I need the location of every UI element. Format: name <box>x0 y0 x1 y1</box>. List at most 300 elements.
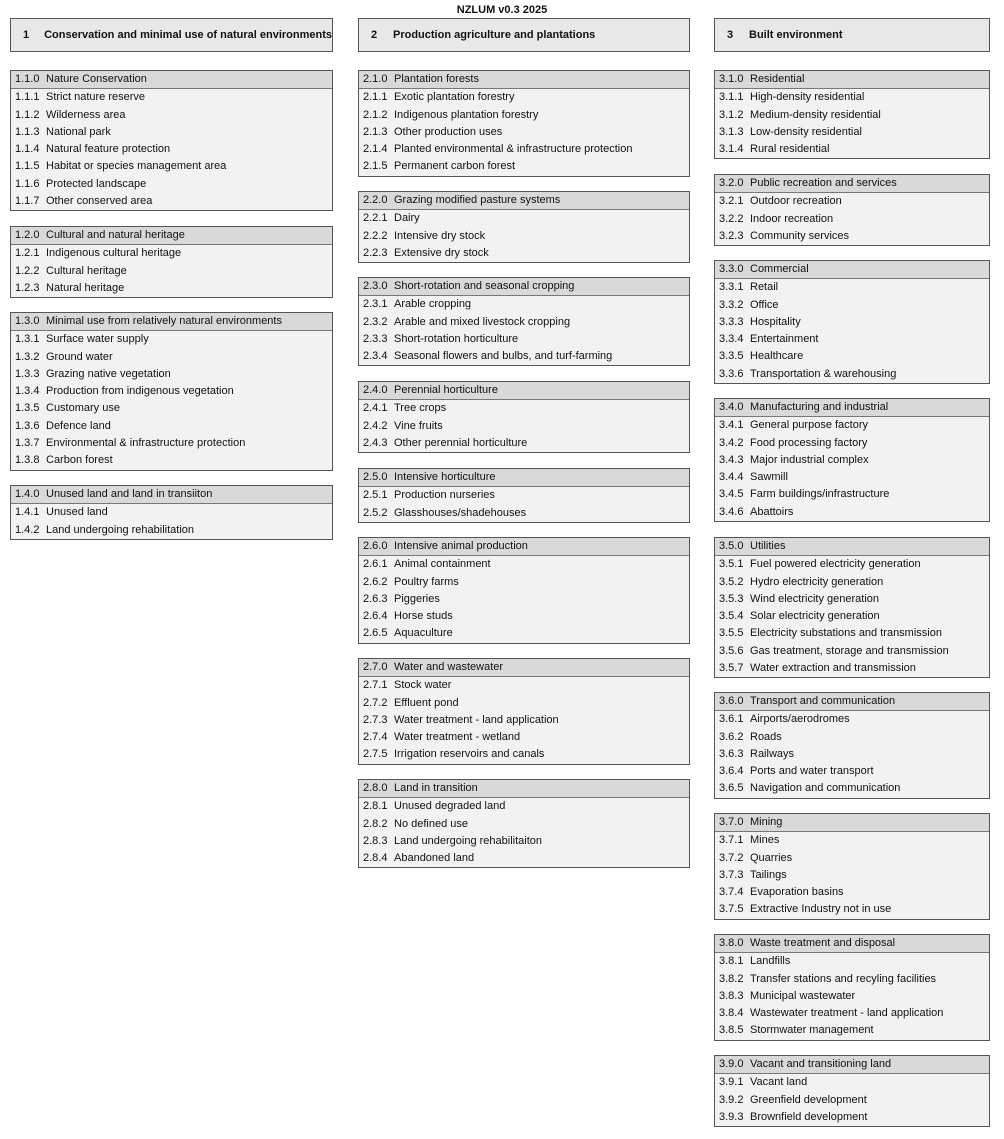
label: Outdoor recreation <box>750 195 842 208</box>
label: Evaporation basins <box>750 886 844 899</box>
label: Other conserved area <box>46 195 153 208</box>
label: No defined use <box>394 817 468 830</box>
list-item <box>11 263 332 280</box>
list-item <box>359 695 689 712</box>
label: Sawmill <box>750 471 788 484</box>
list-item <box>715 867 989 884</box>
list-item <box>715 711 989 728</box>
list-item <box>715 971 989 988</box>
label: Land in transition <box>394 782 478 794</box>
code: 1.2.2 <box>15 264 40 277</box>
code: 2.1.0 <box>363 73 388 85</box>
category-group <box>358 658 690 765</box>
label: Transportation & warehousing <box>750 367 897 380</box>
code: 3.6.5 <box>719 782 744 795</box>
code: 2.4.2 <box>363 419 388 432</box>
label: Manufacturing and industrial <box>750 401 889 413</box>
label: Unused land and land in transiiton <box>46 488 213 500</box>
list-item <box>359 816 689 833</box>
category-group <box>10 70 333 211</box>
list-item <box>715 591 989 608</box>
code: 2.3.0 <box>363 280 388 292</box>
group-header <box>715 814 989 832</box>
group-header <box>359 278 689 296</box>
code: 3.3.1 <box>719 281 744 294</box>
label: Community services <box>750 229 850 242</box>
list-item <box>715 348 989 365</box>
code: 2.1.2 <box>363 108 388 121</box>
code: 1.1.1 <box>15 91 40 104</box>
list-item <box>359 435 689 452</box>
code: 3.1.3 <box>719 125 744 138</box>
label: Commercial <box>750 263 809 275</box>
label: Minimal use from relatively natural environments <box>46 315 282 327</box>
label: Poultry farms <box>394 575 459 588</box>
label: Other production uses <box>394 125 503 138</box>
label: Grazing modified pasture systems <box>394 194 561 206</box>
label: Mines <box>750 834 780 847</box>
code: 3.6.2 <box>719 730 744 743</box>
list-item <box>715 469 989 486</box>
list-item <box>11 418 332 435</box>
code: 2.7.2 <box>363 696 388 709</box>
code: 2.1.5 <box>363 160 388 173</box>
code: 2.3.3 <box>363 332 388 345</box>
code: 3.8.5 <box>719 1024 744 1037</box>
code: 1.3.4 <box>15 385 40 398</box>
label: Airports/aerodromes <box>750 713 850 726</box>
label: Stock water <box>394 679 452 692</box>
code: 3.7.4 <box>719 886 744 899</box>
label: Wilderness area <box>46 108 126 121</box>
group-header <box>359 192 689 210</box>
label: Carbon forest <box>46 454 113 467</box>
list-item <box>359 141 689 158</box>
list-item <box>715 452 989 469</box>
page-title: NZLUM v0.3 2025 <box>456 4 548 16</box>
list-item <box>11 124 332 141</box>
list-item <box>359 107 689 124</box>
list-item <box>359 487 689 504</box>
code: 2.2.1 <box>363 212 388 225</box>
list-item <box>715 901 989 918</box>
code: 3.7.2 <box>719 851 744 864</box>
list-item <box>715 486 989 503</box>
list-item <box>11 280 332 297</box>
code: 2.2.2 <box>363 229 388 242</box>
label: Glasshouses/shadehouses <box>394 506 527 519</box>
label: Land undergoing rehabilitaiton <box>394 834 543 847</box>
code: 2.7.0 <box>363 661 388 673</box>
label: Electricity substations and transmission <box>750 627 942 640</box>
code: 2.5.1 <box>363 489 388 502</box>
column-header-2 <box>358 18 690 52</box>
label: Cultural and natural heritage <box>46 229 185 241</box>
label: Water treatment - wetland <box>394 731 521 744</box>
list-item <box>359 746 689 763</box>
list-item <box>11 176 332 193</box>
label: Landfills <box>750 955 791 968</box>
code: 3.2.1 <box>719 195 744 208</box>
label: Rural residential <box>750 143 830 156</box>
code: 2.1.1 <box>363 91 388 104</box>
code: 2.7.4 <box>363 731 388 744</box>
category-group <box>358 191 690 263</box>
group-header <box>359 538 689 556</box>
code: 1.1.5 <box>15 160 40 173</box>
code: 3.1.1 <box>719 91 744 104</box>
label: Public recreation and services <box>750 177 897 189</box>
label: Railways <box>750 747 795 760</box>
list-item <box>715 763 989 780</box>
code: 2.3.1 <box>363 298 388 311</box>
code: 2.8.3 <box>363 834 388 847</box>
label: Effluent pond <box>394 696 459 709</box>
code: 2.6.4 <box>363 610 388 623</box>
label: Office <box>750 298 779 311</box>
label: Fuel powered electricity generation <box>750 558 921 571</box>
list-item <box>715 643 989 660</box>
code: 3.7.3 <box>719 868 744 881</box>
list-item <box>359 798 689 815</box>
code: 3.5.2 <box>719 575 744 588</box>
code: 3.5.6 <box>719 644 744 657</box>
list-item <box>715 625 989 642</box>
list-item <box>715 211 989 228</box>
category-group <box>714 70 990 159</box>
label: Food processing factory <box>750 436 868 449</box>
code: 2.8.2 <box>363 817 388 830</box>
list-item <box>11 89 332 106</box>
code: 3.1.2 <box>719 108 744 121</box>
code: 3.6.0 <box>719 695 744 707</box>
list-item <box>715 417 989 434</box>
label: Abandoned land <box>394 852 475 865</box>
category-group <box>358 277 690 366</box>
column-label: Conservation and minimal use of natural environments <box>44 29 332 41</box>
label: Hospitality <box>750 315 801 328</box>
category-group <box>714 934 990 1041</box>
category-group <box>10 226 333 298</box>
list-item <box>715 729 989 746</box>
group-header <box>359 780 689 798</box>
list-item <box>715 884 989 901</box>
group-header <box>359 469 689 487</box>
list-item <box>715 780 989 797</box>
code: 3.5.0 <box>719 540 744 552</box>
label: Utilities <box>750 540 786 552</box>
code: 3.8.4 <box>719 1007 744 1020</box>
list-item <box>715 746 989 763</box>
code: 3.4.6 <box>719 505 744 518</box>
list-item <box>359 574 689 591</box>
code: 3.7.1 <box>719 834 744 847</box>
label: Cultural heritage <box>46 264 127 277</box>
list-item <box>359 400 689 417</box>
list-item <box>715 608 989 625</box>
label: High-density residential <box>750 91 865 104</box>
code: 3.5.4 <box>719 610 744 623</box>
label: Medium-density residential <box>750 108 881 121</box>
column-header-3 <box>714 18 990 52</box>
code: 2.6.1 <box>363 558 388 571</box>
list-item <box>11 383 332 400</box>
list-item <box>11 349 332 366</box>
code: 3.5.3 <box>719 592 744 605</box>
label: Intensive dry stock <box>394 229 486 242</box>
code: 1.1.2 <box>15 108 40 121</box>
category-group <box>10 312 333 471</box>
group-header <box>715 399 989 417</box>
label: Gas treatment, storage and transmission <box>750 644 949 657</box>
list-item <box>11 141 332 158</box>
label: Entertainment <box>750 333 819 346</box>
list-item <box>715 1005 989 1022</box>
list-item <box>715 297 989 314</box>
label: Planted environmental & infrastructure protection <box>394 143 633 156</box>
code: 3.4.0 <box>719 401 744 413</box>
group-header <box>359 659 689 677</box>
label: Water treatment - land application <box>394 713 559 726</box>
list-item <box>359 625 689 642</box>
code: 1.3.0 <box>15 315 40 327</box>
code: 3.2.2 <box>719 212 744 225</box>
code: 1.4.0 <box>15 488 40 500</box>
list-item <box>359 296 689 313</box>
list-item <box>11 107 332 124</box>
code: 1.3.6 <box>15 419 40 432</box>
list-item <box>359 228 689 245</box>
label: Horse studs <box>394 610 453 623</box>
group-header <box>359 71 689 89</box>
code: 1.2.3 <box>15 281 40 294</box>
list-item <box>11 193 332 210</box>
code: 3.9.1 <box>719 1076 744 1089</box>
label: Tailings <box>750 868 787 881</box>
label: Animal containment <box>394 558 491 571</box>
label: Tree crops <box>394 402 447 415</box>
list-item <box>359 124 689 141</box>
label: Environmental & infrastructure protection <box>46 437 246 450</box>
list-item <box>359 418 689 435</box>
code: 3.4.3 <box>719 453 744 466</box>
code: 2.4.1 <box>363 402 388 415</box>
label: Exotic plantation forestry <box>394 91 515 104</box>
list-item <box>359 608 689 625</box>
list-item <box>11 435 332 452</box>
column-number: 1 <box>23 29 30 41</box>
code: 2.4.3 <box>363 436 388 449</box>
label: Short-rotation and seasonal cropping <box>394 280 575 292</box>
label: Farm buildings/infrastructure <box>750 488 890 501</box>
code: 3.9.3 <box>719 1110 744 1123</box>
label: Arable cropping <box>394 298 472 311</box>
column-number: 3 <box>727 29 734 41</box>
list-item <box>715 366 989 383</box>
list-item <box>359 677 689 694</box>
list-item <box>715 832 989 849</box>
code: 3.3.2 <box>719 298 744 311</box>
code: 2.8.0 <box>363 782 388 794</box>
label: Mining <box>750 816 783 828</box>
code: 1.3.3 <box>15 367 40 380</box>
code: 3.4.1 <box>719 419 744 432</box>
label: Stormwater management <box>750 1024 874 1037</box>
label: Quarries <box>750 851 793 864</box>
label: Retail <box>750 281 779 294</box>
list-item <box>715 279 989 296</box>
code: 3.5.5 <box>719 627 744 640</box>
label: Surface water supply <box>46 333 149 346</box>
column-label: Production agriculture and plantations <box>393 29 596 41</box>
group-header <box>11 486 332 504</box>
list-item <box>359 331 689 348</box>
code: 1.1.4 <box>15 143 40 156</box>
group-header <box>11 313 332 331</box>
column-label: Built environment <box>749 29 843 41</box>
code: 2.7.3 <box>363 713 388 726</box>
list-item <box>359 591 689 608</box>
label: Unused degraded land <box>394 800 506 813</box>
label: Intensive animal production <box>394 540 528 552</box>
code: 2.6.5 <box>363 627 388 640</box>
label: Abattoirs <box>750 505 794 518</box>
code: 3.8.1 <box>719 955 744 968</box>
label: Defence land <box>46 419 111 432</box>
list-item <box>715 228 989 245</box>
code: 1.3.1 <box>15 333 40 346</box>
label: Customary use <box>46 402 120 415</box>
code: 3.4.4 <box>719 471 744 484</box>
code: 1.1.0 <box>15 73 40 85</box>
label: Water and wastewater <box>394 661 504 673</box>
code: 1.2.1 <box>15 247 40 260</box>
code: 3.3.0 <box>719 263 744 275</box>
list-item <box>11 452 332 469</box>
list-item <box>11 522 332 539</box>
label: Waste treatment and disposal <box>750 937 896 949</box>
category-group <box>714 174 990 246</box>
code: 3.9.0 <box>719 1058 744 1070</box>
code: 3.3.4 <box>719 333 744 346</box>
label: Navigation and communication <box>750 782 901 795</box>
group-header <box>11 71 332 89</box>
label: Greenfield development <box>750 1093 867 1106</box>
code: 3.4.5 <box>719 488 744 501</box>
category-group <box>714 398 990 522</box>
label: Major industrial complex <box>750 453 869 466</box>
category-group <box>714 260 990 384</box>
label: Aquaculture <box>394 627 453 640</box>
list-item <box>11 158 332 175</box>
label: Vacant and transitioning land <box>750 1058 892 1070</box>
label: Nature Conservation <box>46 73 147 85</box>
category-group <box>714 692 990 799</box>
list-item <box>359 314 689 331</box>
list-item <box>715 556 989 573</box>
code: 3.6.1 <box>719 713 744 726</box>
list-item <box>715 89 989 106</box>
label: Short-rotation horticulture <box>394 332 519 345</box>
list-item <box>715 1022 989 1039</box>
column-header-1 <box>10 18 333 52</box>
code: 2.4.0 <box>363 384 388 396</box>
list-item <box>715 314 989 331</box>
list-item <box>715 107 989 124</box>
list-item <box>359 89 689 106</box>
code: 3.2.0 <box>719 177 744 189</box>
list-item <box>715 504 989 521</box>
code: 3.8.3 <box>719 989 744 1002</box>
code: 3.6.4 <box>719 765 744 778</box>
list-item <box>715 435 989 452</box>
label: Piggeries <box>394 592 440 605</box>
code: 1.4.1 <box>15 506 40 519</box>
label: Hydro electricity generation <box>750 575 884 588</box>
code: 1.1.3 <box>15 125 40 138</box>
label: Perennial horticulture <box>394 384 498 396</box>
code: 1.3.5 <box>15 402 40 415</box>
label: Vacant land <box>750 1076 808 1089</box>
column-number: 2 <box>371 29 378 41</box>
list-item <box>715 141 989 158</box>
label: Indigenous plantation forestry <box>394 108 539 121</box>
label: Ground water <box>46 350 113 363</box>
label: Transport and communication <box>750 695 896 707</box>
label: Indigenous cultural heritage <box>46 247 182 260</box>
label: Irrigation reservoirs and canals <box>394 748 545 761</box>
list-item <box>359 505 689 522</box>
code: 3.5.1 <box>719 558 744 571</box>
label: Land undergoing rehabilitation <box>46 523 195 536</box>
label: Protected landscape <box>46 177 147 190</box>
list-item <box>715 1092 989 1109</box>
label: Habitat or species management area <box>46 160 227 173</box>
code: 2.3.4 <box>363 350 388 363</box>
category-group <box>714 813 990 920</box>
label: Municipal wastewater <box>750 989 856 1002</box>
category-group <box>10 485 333 540</box>
code: 2.5.2 <box>363 506 388 519</box>
code: 2.8.1 <box>363 800 388 813</box>
label: Plantation forests <box>394 73 479 85</box>
group-header <box>715 538 989 556</box>
code: 3.3.3 <box>719 315 744 328</box>
list-item <box>715 193 989 210</box>
code: 2.7.5 <box>363 748 388 761</box>
label: Vine fruits <box>394 419 443 432</box>
code: 2.8.4 <box>363 852 388 865</box>
label: Brownfield development <box>750 1110 868 1123</box>
category-group <box>358 468 690 523</box>
list-item <box>11 366 332 383</box>
group-header <box>359 382 689 400</box>
list-item <box>715 660 989 677</box>
code: 3.1.0 <box>719 73 744 85</box>
label: Transfer stations and recyling facilities <box>750 972 937 985</box>
list-item <box>11 245 332 262</box>
label: Permanent carbon forest <box>394 160 516 173</box>
code: 3.5.7 <box>719 662 744 675</box>
label: Wastewater treatment - land application <box>750 1007 944 1020</box>
label: General purpose factory <box>750 419 869 432</box>
label: National park <box>46 125 111 138</box>
label: Strict nature reserve <box>46 91 146 104</box>
code: 1.3.8 <box>15 454 40 467</box>
code: 1.1.7 <box>15 195 40 208</box>
label: Intensive horticulture <box>394 471 496 483</box>
label: Other perennial horticulture <box>394 436 528 449</box>
